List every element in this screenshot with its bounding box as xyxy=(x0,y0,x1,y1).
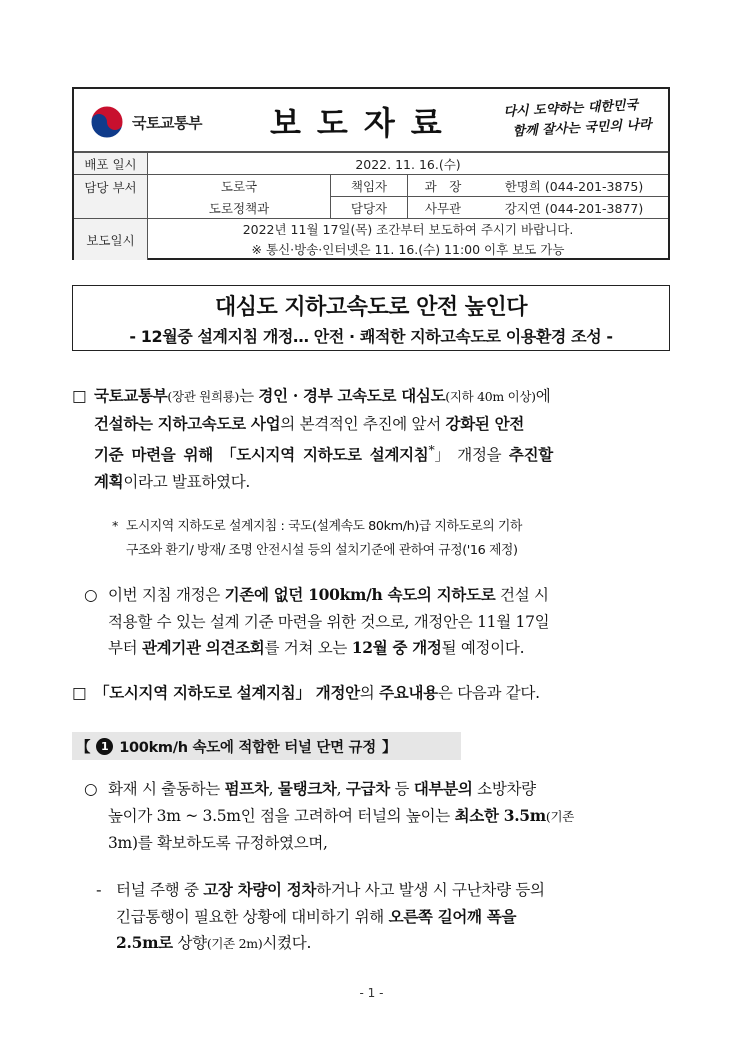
headline-title: 대심도 지하고속도로 안전 높인다 xyxy=(214,295,527,320)
press-release-header xyxy=(72,87,670,260)
footnote-mark: * xyxy=(112,519,118,534)
ministry-name: 국토교통부 xyxy=(132,113,202,132)
responsible-label: 책임자 xyxy=(350,178,388,194)
p5-line-1: 터널 주행 중 고장 차량이 정차하거나 사고 발생 시 구난차량 등의 xyxy=(116,880,545,899)
p5-line-3: 2.5m로 상향(기존 2m)시켰다. xyxy=(116,933,312,952)
p1-line-1: 국토교통부(장관 원희룡)는 경인 · 경부 고속도로 대심도(지하 40m 이상)에 xyxy=(94,386,551,405)
responsible-title: 과 장 xyxy=(424,178,462,194)
contact-label: 담당자 xyxy=(350,200,388,216)
p1-line-4: 계획이라고 발표하였다. xyxy=(94,471,250,491)
square-bullet: □ xyxy=(72,387,87,405)
slogan-line-2: 함께 잘사는 국민의 나라 xyxy=(512,117,652,140)
p4-line-3: 3m)를 확보하도록 규정하였으며, xyxy=(108,834,328,852)
contact-person: 강지연 (044-201-3877) xyxy=(504,200,644,216)
dept-division: 도로정책과 xyxy=(208,200,270,216)
page-number: - 1 - xyxy=(359,986,384,1000)
p2-line-2: 적용할 수 있는 설계 기준 마련을 위한 것으로, 개정안은 11월 17일 xyxy=(108,612,550,631)
headline-box xyxy=(72,285,670,351)
paragraph-1 xyxy=(72,383,672,495)
responsible-person: 한명희 (044-201-3875) xyxy=(504,178,644,194)
section-number-badge: 1 xyxy=(96,738,113,755)
ministry-logo xyxy=(90,105,202,139)
government-slogan xyxy=(503,95,655,143)
p2-line-1: 이번 지침 개정은 기존에 없던 100km/h 속도의 지하도로 건설 시 xyxy=(108,585,549,604)
dept-label: 담당 부서 xyxy=(74,175,147,218)
circle-bullet: ○ xyxy=(84,780,98,798)
dept-bureau: 도로국 xyxy=(220,178,258,194)
p3-line: 「도시지역 지하도로 설계지침」 개정안의 주요내용은 다음과 같다. xyxy=(94,683,540,702)
paragraph-5-lines xyxy=(96,877,674,958)
circle-bullet: ○ xyxy=(84,586,98,604)
doc-title: 보도자료 xyxy=(270,104,458,142)
headline-subtitle: - 12월중 설계지침 개정… 안전 · 쾌적한 지하고속도로 이용환경 조성 - xyxy=(129,327,613,346)
distribution-label: 배포 일시 xyxy=(74,153,147,174)
footnote xyxy=(112,515,672,563)
p1-line-2: 건설하는 지하고속도로 사업의 본격적인 추진에 앞서 강화된 안전 xyxy=(94,413,524,433)
distribution-date: 2022. 11. 16.(수) xyxy=(355,156,461,172)
section-open-bracket: 【 xyxy=(76,739,91,756)
slogan-line-1: 다시 도약하는 대한민국 xyxy=(503,97,639,120)
section-close-bracket: 】 xyxy=(381,739,397,756)
paragraph-2 xyxy=(84,582,674,662)
section-title: 100km/h 속도에 적합한 터널 단면 규정 xyxy=(119,739,376,756)
taegeuk-logo-icon xyxy=(90,105,124,139)
p2-line-3: 부터 관계기관 의견조회를 거쳐 오는 12월 중 개정될 예정이다. xyxy=(108,638,525,657)
contact-title: 사무관 xyxy=(424,200,462,216)
paragraph-4-lines xyxy=(84,776,674,857)
p4-line-2: 높이가 3m ~ 3.5m인 점을 고려하여 터널의 높이는 최소한 3.5m(기존 xyxy=(108,805,575,825)
p1-line-3: 기준 마련을 위해 「도시지역 지하도로 설계지침*」 개정을 추진할 xyxy=(94,442,553,465)
p5-line-2: 긴급통행이 필요한 상황에 대비하기 위해 오른쪽 길어깨 폭을 xyxy=(116,906,517,926)
embargo-line-2: ※ 통신·방송·인터넷은 11. 16.(수) 11:00 이후 보도 가능 xyxy=(251,242,565,257)
paragraph-3 xyxy=(72,680,672,707)
embargo-line-1: 2022년 11월 17일(목) 조간부터 보도하여 주시기 바랍니다. xyxy=(242,222,574,237)
paragraph-2-lines xyxy=(84,582,674,662)
embargo-label: 보도일시 xyxy=(74,219,147,260)
paragraph-1-lines xyxy=(72,383,672,495)
p4-line-1: 화재 시 출동하는 펌프차, 물탱크차, 구급차 등 대부분의 소방차량 xyxy=(108,779,536,798)
section-heading-1 xyxy=(72,732,461,760)
paragraph-5 xyxy=(96,877,674,958)
square-bullet: □ xyxy=(72,684,87,702)
footnote-line-1: 도시지역 지하도로 설계지침 : 국도(설계속도 80km/h)급 지하도로의 기하 xyxy=(126,519,522,534)
header-logo-row xyxy=(74,89,668,152)
paragraph-4 xyxy=(84,776,674,857)
dash-bullet: - xyxy=(96,881,102,899)
footnote-line-2: 구조와 환기/ 방재/ 조명 안전시설 등의 설치기준에 관하여 규정('16 제정) xyxy=(126,543,518,558)
